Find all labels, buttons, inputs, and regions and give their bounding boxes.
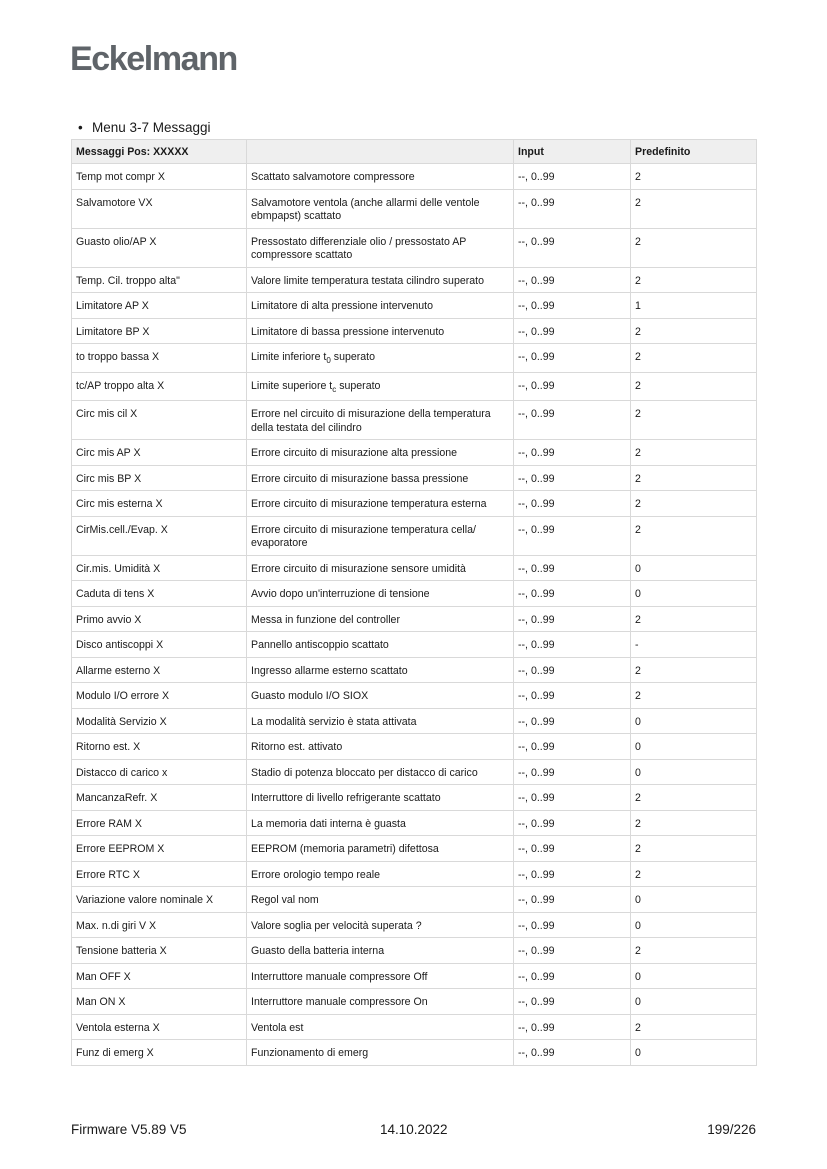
- input-range-cell: --, 0..99: [514, 516, 631, 555]
- table-row: [72, 785, 757, 811]
- table-row: [72, 1040, 757, 1066]
- input-range-cell: --, 0..99: [514, 228, 631, 267]
- message-description-cell: Interruttore manuale compressore On: [247, 989, 514, 1015]
- message-name-cell: CirMis.cell./Evap. X: [72, 516, 247, 555]
- default-value-cell: 2: [631, 318, 757, 344]
- input-range-cell: --, 0..99: [514, 344, 631, 373]
- default-value-cell: -: [631, 632, 757, 658]
- table-header-row: [72, 140, 757, 164]
- message-description-cell: Funzionamento di emerg: [247, 1040, 514, 1066]
- message-name-cell: Temp mot compr X: [72, 164, 247, 190]
- table-row: [72, 912, 757, 938]
- input-range-cell: --, 0..99: [514, 938, 631, 964]
- message-description-cell: Pressostato differenziale olio / pressostato AP compressore scattato: [247, 228, 514, 267]
- message-description-cell: [247, 344, 514, 373]
- table-row: [72, 887, 757, 913]
- input-range-cell: --, 0..99: [514, 683, 631, 709]
- message-name-cell: Man OFF X: [72, 963, 247, 989]
- message-name-cell: Temp. Cil. troppo alta": [72, 267, 247, 293]
- input-range-cell: --, 0..99: [514, 810, 631, 836]
- default-value-cell: 0: [631, 963, 757, 989]
- message-description-cell: Errore nel circuito di misurazione della temperatura della testata del cilindro: [247, 401, 514, 440]
- message-description-cell: Salvamotore ventola (anche allarmi delle ventole ebmpapst) scattato: [247, 189, 514, 228]
- table-row: [72, 267, 757, 293]
- input-range-cell: --, 0..99: [514, 963, 631, 989]
- message-description-cell: Ingresso allarme esterno scattato: [247, 657, 514, 683]
- message-name-cell: Limitatore BP X: [72, 318, 247, 344]
- input-range-cell: --, 0..99: [514, 887, 631, 913]
- message-name-cell: Caduta di tens X: [72, 581, 247, 607]
- message-description-cell: Avvio dopo un'interruzione di tensione: [247, 581, 514, 607]
- default-value-cell: 2: [631, 1014, 757, 1040]
- message-description-cell: Stadio di potenza bloccato per distacco di carico: [247, 759, 514, 785]
- input-range-cell: --, 0..99: [514, 189, 631, 228]
- table-row: [72, 465, 757, 491]
- message-name-cell: Circ mis AP X: [72, 440, 247, 466]
- message-name-cell: Max. n.di giri V X: [72, 912, 247, 938]
- table-row: [72, 938, 757, 964]
- message-description-cell: Errore circuito di misurazione alta pressione: [247, 440, 514, 466]
- message-name-cell: Tensione batteria X: [72, 938, 247, 964]
- message-description-cell: Valore soglia per velocità superata ?: [247, 912, 514, 938]
- message-name-cell: Man ON X: [72, 989, 247, 1015]
- description-text-suffix: superato: [336, 379, 381, 392]
- footer-date: 14.10.2022: [380, 1122, 448, 1137]
- input-range-cell: --, 0..99: [514, 440, 631, 466]
- input-range-cell: --, 0..99: [514, 1040, 631, 1066]
- input-range-cell: --, 0..99: [514, 836, 631, 862]
- table-row: [72, 516, 757, 555]
- input-range-cell: --, 0..99: [514, 465, 631, 491]
- message-description-cell: Interruttore manuale compressore Off: [247, 963, 514, 989]
- footer-firmware: Firmware V5.89 V5: [71, 1122, 187, 1137]
- message-description-cell: La memoria dati interna è guasta: [247, 810, 514, 836]
- message-description-cell: EEPROM (memoria parametri) difettosa: [247, 836, 514, 862]
- table-row: [72, 989, 757, 1015]
- eckelmann-logo: Eckelmann: [70, 40, 237, 78]
- message-description-cell: Ventola est: [247, 1014, 514, 1040]
- default-value-cell: 0: [631, 912, 757, 938]
- default-value-cell: 2: [631, 810, 757, 836]
- input-range-cell: --, 0..99: [514, 861, 631, 887]
- table-row: [72, 657, 757, 683]
- default-value-cell: 2: [631, 836, 757, 862]
- message-name-cell: Modulo I/O errore X: [72, 683, 247, 709]
- default-value-cell: 0: [631, 581, 757, 607]
- default-value-cell: 2: [631, 267, 757, 293]
- message-name-cell: Errore EEPROM X: [72, 836, 247, 862]
- message-name-cell: Errore RAM X: [72, 810, 247, 836]
- input-range-cell: --, 0..99: [514, 555, 631, 581]
- input-range-cell: --, 0..99: [514, 632, 631, 658]
- default-value-cell: 0: [631, 555, 757, 581]
- input-range-cell: --, 0..99: [514, 785, 631, 811]
- message-name-cell: Variazione valore nominale X: [72, 887, 247, 913]
- message-name-cell: Funz di emerg X: [72, 1040, 247, 1066]
- message-description-cell: Errore orologio tempo reale: [247, 861, 514, 887]
- default-value-cell: 2: [631, 228, 757, 267]
- message-name-cell: to troppo bassa X: [72, 344, 247, 373]
- table-row: [72, 683, 757, 709]
- message-name-cell: Modalità Servizio X: [72, 708, 247, 734]
- table-row: [72, 228, 757, 267]
- message-name-cell: Ventola esterna X: [72, 1014, 247, 1040]
- table-body: [72, 164, 757, 1066]
- message-name-cell: Cir.mis. Umidità X: [72, 555, 247, 581]
- footer-page-number: 199/226: [707, 1122, 756, 1137]
- message-name-cell: Circ mis cil X: [72, 401, 247, 440]
- input-range-cell: --, 0..99: [514, 1014, 631, 1040]
- message-name-cell: Ritorno est. X: [72, 734, 247, 760]
- table-row: [72, 491, 757, 517]
- input-range-cell: --, 0..99: [514, 372, 631, 401]
- description-text-suffix: superato: [330, 351, 375, 363]
- message-name-cell: Circ mis esterna X: [72, 491, 247, 517]
- input-range-cell: --, 0..99: [514, 759, 631, 785]
- message-description-cell: Messa in funzione del controller: [247, 606, 514, 632]
- message-description-cell: Scattato salvamotore compressore: [247, 164, 514, 190]
- default-value-cell: 1: [631, 293, 757, 319]
- default-value-cell: 2: [631, 164, 757, 190]
- message-description-cell: Errore circuito di misurazione bassa pressione: [247, 465, 514, 491]
- table-row: [72, 963, 757, 989]
- default-value-cell: 2: [631, 938, 757, 964]
- column-header-messages: Messaggi Pos: XXXXX: [72, 140, 247, 164]
- default-value-cell: 2: [631, 465, 757, 491]
- message-description-cell: Interruttore di livello refrigerante scattato: [247, 785, 514, 811]
- message-name-cell: Allarme esterno X: [72, 657, 247, 683]
- message-description-cell: [247, 372, 514, 401]
- input-range-cell: --, 0..99: [514, 581, 631, 607]
- description-subscript: c: [332, 384, 337, 394]
- default-value-cell: 2: [631, 440, 757, 466]
- default-value-cell: 2: [631, 861, 757, 887]
- table-row: [72, 759, 757, 785]
- table-row: [72, 401, 757, 440]
- default-value-cell: 2: [631, 785, 757, 811]
- input-range-cell: --, 0..99: [514, 293, 631, 319]
- message-description-cell: La modalità servizio è stata attivata: [247, 708, 514, 734]
- table-row: [72, 708, 757, 734]
- table-row: [72, 861, 757, 887]
- table-row: [72, 293, 757, 319]
- default-value-cell: 2: [631, 657, 757, 683]
- column-header-description: [247, 140, 514, 164]
- message-description-cell: Pannello antiscoppio scattato: [247, 632, 514, 658]
- default-value-cell: 2: [631, 491, 757, 517]
- input-range-cell: --, 0..99: [514, 912, 631, 938]
- table-row: [72, 344, 757, 373]
- message-name-cell: Guasto olio/AP X: [72, 228, 247, 267]
- message-name-cell: MancanzaRefr. X: [72, 785, 247, 811]
- description-text: Limite superiore t: [251, 379, 333, 392]
- message-description-cell: Limitatore di bassa pressione intervenuto: [247, 318, 514, 344]
- message-description-cell: Errore circuito di misurazione temperatura esterna: [247, 491, 514, 517]
- table-row: [72, 555, 757, 581]
- message-description-cell: Guasto della batteria interna: [247, 938, 514, 964]
- input-range-cell: --, 0..99: [514, 734, 631, 760]
- message-name-cell: Primo avvio X: [72, 606, 247, 632]
- table-row: [72, 372, 757, 401]
- input-range-cell: --, 0..99: [514, 989, 631, 1015]
- table-row: [72, 440, 757, 466]
- description-text: Limite inferiore t: [251, 351, 327, 363]
- input-range-cell: --, 0..99: [514, 491, 631, 517]
- message-name-cell: Limitatore AP X: [72, 293, 247, 319]
- default-value-cell: 2: [631, 372, 757, 401]
- column-header-default: Predefinito: [631, 140, 757, 164]
- message-name-cell: Circ mis BP X: [72, 465, 247, 491]
- input-range-cell: --, 0..99: [514, 606, 631, 632]
- table-row: [72, 606, 757, 632]
- input-range-cell: --, 0..99: [514, 657, 631, 683]
- message-name-cell: Disco antiscoppi X: [72, 632, 247, 658]
- table-row: [72, 632, 757, 658]
- message-name-cell: Distacco di carico x: [72, 759, 247, 785]
- message-description-cell: Regol val nom: [247, 887, 514, 913]
- bullet: •: [78, 120, 83, 135]
- table-row: [72, 189, 757, 228]
- default-value-cell: 2: [631, 344, 757, 373]
- table-row: [72, 164, 757, 190]
- default-value-cell: 0: [631, 887, 757, 913]
- input-range-cell: --, 0..99: [514, 401, 631, 440]
- input-range-cell: --, 0..99: [514, 267, 631, 293]
- section-title: [78, 120, 211, 135]
- message-description-cell: Ritorno est. attivato: [247, 734, 514, 760]
- default-value-cell: 2: [631, 189, 757, 228]
- default-value-cell: 2: [631, 606, 757, 632]
- default-value-cell: 0: [631, 759, 757, 785]
- messages-table: [71, 139, 757, 1066]
- message-name-cell: Errore RTC X: [72, 861, 247, 887]
- default-value-cell: 0: [631, 989, 757, 1015]
- section-title-text: Menu 3-7 Messaggi: [92, 120, 211, 135]
- default-value-cell: 2: [631, 516, 757, 555]
- table-row: [72, 581, 757, 607]
- message-description-cell: Limitatore di alta pressione intervenuto: [247, 293, 514, 319]
- default-value-cell: 0: [631, 708, 757, 734]
- default-value-cell: 0: [631, 1040, 757, 1066]
- input-range-cell: --, 0..99: [514, 708, 631, 734]
- default-value-cell: 0: [631, 734, 757, 760]
- table-row: [72, 1014, 757, 1040]
- description-subscript: 0: [326, 356, 331, 366]
- table-row: [72, 836, 757, 862]
- input-range-cell: --, 0..99: [514, 318, 631, 344]
- message-name-cell: tc/AP troppo alta X: [72, 372, 247, 401]
- message-name-cell: Salvamotore VX: [72, 189, 247, 228]
- default-value-cell: 2: [631, 401, 757, 440]
- message-description-cell: Guasto modulo I/O SIOX: [247, 683, 514, 709]
- table-row: [72, 734, 757, 760]
- input-range-cell: --, 0..99: [514, 164, 631, 190]
- message-description-cell: Errore circuito di misurazione sensore umidità: [247, 555, 514, 581]
- column-header-input: Input: [514, 140, 631, 164]
- message-description-cell: Errore circuito di misurazione temperatura cella/ evaporatore: [247, 516, 514, 555]
- default-value-cell: 2: [631, 683, 757, 709]
- message-description-cell: Valore limite temperatura testata cilindro superato: [247, 267, 514, 293]
- table-row: [72, 318, 757, 344]
- table-row: [72, 810, 757, 836]
